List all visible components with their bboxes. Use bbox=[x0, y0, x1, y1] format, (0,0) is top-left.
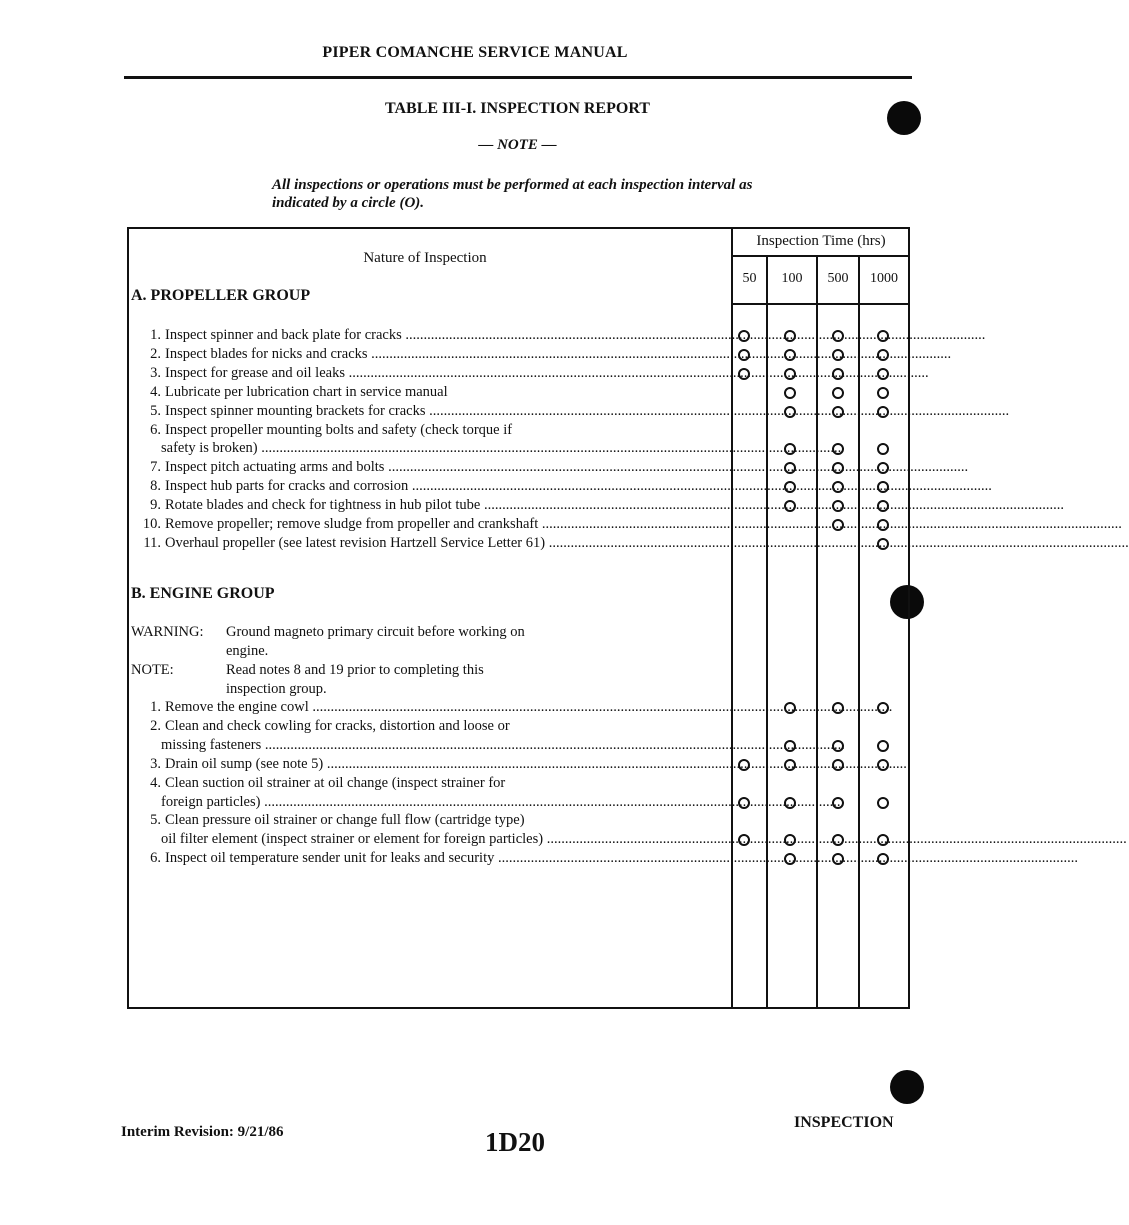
inspection-circle-mark bbox=[877, 740, 889, 752]
item-number: 3. bbox=[150, 755, 161, 772]
leader-dots: ................................................................................................................................................................ bbox=[543, 831, 1127, 848]
note-text: All inspections or operations must be performed at each inspection interval as indicated by a circle (O). bbox=[272, 177, 753, 211]
col-header-500: 500 bbox=[827, 271, 849, 286]
item-number: 2. bbox=[150, 345, 161, 362]
leader-dots: ................................................................................................................................................................ bbox=[480, 497, 1064, 514]
item-text: Overhaul propeller (see latest revision Hartzell Service Letter 61) bbox=[165, 534, 546, 551]
inspection-circle-mark bbox=[877, 330, 889, 342]
inspection-circle-mark bbox=[832, 702, 844, 714]
inspection-item bbox=[131, 364, 929, 383]
inspection-circle-mark bbox=[832, 406, 844, 418]
inspection-item-continued bbox=[161, 736, 845, 755]
header-divider bbox=[731, 303, 910, 305]
leader-dots: ................................................................................................................................................................ bbox=[401, 327, 986, 343]
inspection-circle-mark bbox=[877, 406, 889, 418]
leader-dots: ................................................................................................................................................................ bbox=[408, 478, 992, 495]
leader-dots: ................................................................................................................................................................ bbox=[308, 699, 893, 715]
item-text: Clean and check cowling for cracks, distortion and loose or bbox=[165, 717, 510, 734]
item-number: 11. bbox=[143, 534, 161, 551]
inspection-item bbox=[131, 421, 721, 440]
item-number: 5. bbox=[150, 812, 161, 829]
item-text: Clean suction oil strainer at oil change (inspect strainer for bbox=[165, 774, 506, 791]
nature-of-inspection-header: Nature of Inspection bbox=[363, 250, 487, 266]
inspection-item bbox=[131, 534, 1129, 553]
note-label: NOTE: bbox=[131, 662, 174, 678]
punch-hole-bottom bbox=[890, 1070, 924, 1104]
footer-section: INSPECTION bbox=[794, 1114, 894, 1131]
header-rule bbox=[124, 76, 912, 79]
inspection-item-continued bbox=[161, 793, 845, 812]
inspection-circle-mark bbox=[784, 759, 796, 771]
leader-dots: ................................................................................................................................................................ bbox=[260, 793, 845, 810]
item-number: 5. bbox=[150, 402, 161, 419]
inspection-circle-mark bbox=[832, 368, 844, 380]
inspection-circle-mark bbox=[877, 368, 889, 380]
item-number: 3. bbox=[150, 364, 161, 381]
inspection-circle-mark bbox=[832, 519, 844, 531]
item-number: 4. bbox=[150, 383, 161, 400]
col-header-50: 50 bbox=[742, 271, 757, 286]
inspection-circle-mark bbox=[738, 330, 750, 342]
section-heading-propeller: A. PROPELLER GROUP bbox=[131, 287, 311, 304]
inspection-item bbox=[131, 811, 721, 830]
inspection-item bbox=[131, 477, 992, 496]
inspection-item bbox=[131, 402, 1010, 421]
inspection-circle-mark bbox=[832, 740, 844, 752]
inspection-circle-mark bbox=[738, 368, 750, 380]
item-number: 10. bbox=[142, 516, 161, 532]
inspection-circle-mark bbox=[738, 759, 750, 771]
leader-dots: ................................................................................................................................................................ bbox=[257, 440, 842, 457]
leader-dots: ................................................................................................................................................................ bbox=[261, 736, 845, 753]
inspection-item bbox=[131, 496, 1064, 515]
item-text: Lubricate per lubrication chart in service manual bbox=[165, 383, 448, 400]
inspection-circle-mark bbox=[832, 330, 844, 342]
inspection-circle-mark bbox=[877, 349, 889, 361]
section-heading-engine: B. ENGINE GROUP bbox=[131, 585, 275, 602]
inspection-item bbox=[131, 515, 1122, 534]
item-text: Remove the engine cowl bbox=[165, 699, 309, 715]
item-text: Clean pressure oil strainer or change full flow (cartridge type) bbox=[165, 812, 525, 829]
inspection-circle-mark bbox=[832, 500, 844, 512]
inspection-circle-mark bbox=[784, 330, 796, 342]
warning-text-continued: engine. bbox=[226, 643, 269, 659]
inspection-circle-mark bbox=[738, 349, 750, 361]
item-number: 6. bbox=[150, 421, 161, 438]
item-number: 2. bbox=[150, 717, 161, 734]
leader-dots: ................................................................................................................................................................ bbox=[384, 459, 969, 476]
inspection-item bbox=[131, 698, 893, 717]
engine-note-text-continued: inspection group. bbox=[226, 681, 327, 697]
item-text: missing fasteners bbox=[161, 736, 262, 753]
item-text: Inspect oil temperature sender unit for leaks and security bbox=[165, 850, 495, 867]
inspection-item-continued bbox=[161, 830, 1127, 849]
item-number: 1. bbox=[150, 699, 161, 715]
item-text: Inspect spinner mounting brackets for cracks bbox=[165, 402, 426, 419]
item-text: oil filter element (inspect strainer or element for foreign particles) bbox=[161, 831, 544, 848]
inspection-circle-mark bbox=[832, 387, 844, 399]
punch-hole-top bbox=[887, 101, 921, 135]
item-number: 9. bbox=[150, 497, 161, 514]
footer-page-number: 1D20 bbox=[485, 1127, 545, 1157]
inspection-circle-mark bbox=[877, 538, 889, 550]
inspection-item bbox=[131, 755, 907, 774]
inspection-circle-mark bbox=[877, 759, 889, 771]
header-divider bbox=[731, 255, 910, 257]
inspection-circle-mark bbox=[784, 387, 796, 399]
item-number: 6. bbox=[150, 850, 161, 867]
item-number: 7. bbox=[150, 459, 161, 476]
inspection-time-header: Inspection Time (hrs) bbox=[756, 233, 886, 249]
inspection-item bbox=[131, 458, 969, 477]
inspection-circle-mark bbox=[877, 387, 889, 399]
warning-label: WARNING: bbox=[131, 624, 204, 640]
item-text: safety is broken) bbox=[161, 440, 258, 457]
inspection-circle-mark bbox=[877, 702, 889, 714]
leader-dots: ................................................................................................................................................................ bbox=[323, 755, 907, 772]
col-header-1000: 1000 bbox=[870, 271, 898, 286]
table-title: TABLE III-I. INSPECTION REPORT bbox=[385, 100, 650, 117]
inspection-circle-mark bbox=[784, 797, 796, 809]
item-text: Inspect propeller mounting bolts and safety (check torque if bbox=[165, 421, 513, 438]
inspection-circle-mark bbox=[784, 500, 796, 512]
item-text: Inspect blades for nicks and cracks bbox=[165, 345, 368, 362]
item-text: Drain oil sump (see note 5) bbox=[165, 755, 324, 772]
item-number: 4. bbox=[150, 774, 161, 791]
inspection-circle-mark bbox=[784, 740, 796, 752]
inspection-item bbox=[131, 774, 721, 793]
leader-dots: ................................................................................................................................................................ bbox=[344, 364, 929, 381]
inspection-item bbox=[131, 717, 721, 736]
note-title: — NOTE — bbox=[478, 137, 557, 153]
inspection-item bbox=[131, 849, 1078, 868]
inspection-circle-mark bbox=[784, 702, 796, 714]
leader-dots: ................................................................................................................................................................ bbox=[425, 402, 1010, 419]
engine-note-text: Read notes 8 and 19 prior to completing this bbox=[226, 662, 484, 678]
inspection-circle-mark bbox=[877, 500, 889, 512]
item-text: foreign particles) bbox=[161, 793, 261, 810]
manual-header: PIPER COMANCHE SERVICE MANUAL bbox=[322, 44, 628, 61]
item-text: Inspect for grease and oil leaks bbox=[165, 364, 345, 381]
inspection-circle-mark bbox=[877, 797, 889, 809]
item-text: Remove propeller; remove sludge from propeller and crankshaft bbox=[165, 516, 539, 532]
item-text: Inspect hub parts for cracks and corrosion bbox=[165, 478, 409, 495]
inspection-circle-mark bbox=[832, 759, 844, 771]
leader-dots: ................................................................................................................................................................ bbox=[538, 516, 1122, 532]
item-text: Inspect pitch actuating arms and bolts bbox=[165, 459, 385, 476]
warning-text: Ground magneto primary circuit before working on bbox=[226, 624, 525, 640]
leader-dots: ................................................................................................................................................................ bbox=[545, 534, 1129, 551]
inspection-circle-mark bbox=[738, 797, 750, 809]
inspection-circle-mark bbox=[784, 349, 796, 361]
inspection-circle-mark bbox=[877, 519, 889, 531]
column-divider bbox=[731, 227, 733, 1007]
inspection-circle-mark bbox=[784, 368, 796, 380]
item-text: Inspect spinner and back plate for cracks bbox=[165, 327, 402, 343]
footer-revision: Interim Revision: 9/21/86 bbox=[121, 1124, 284, 1140]
col-header-100: 100 bbox=[781, 271, 803, 286]
inspection-circle-mark bbox=[832, 797, 844, 809]
leader-dots: ................................................................................................................................................................ bbox=[494, 850, 1078, 867]
item-text: Rotate blades and check for tightness in hub pilot tube bbox=[165, 497, 481, 514]
inspection-item bbox=[131, 326, 986, 345]
inspection-circle-mark bbox=[784, 406, 796, 418]
leader-dots: ................................................................................................................................................................ bbox=[367, 345, 952, 362]
inspection-circle-mark bbox=[832, 349, 844, 361]
inspection-item-continued bbox=[161, 439, 842, 458]
inspection-item bbox=[131, 383, 721, 402]
item-number: 1. bbox=[150, 327, 161, 343]
inspection-item bbox=[131, 345, 952, 364]
item-number: 8. bbox=[150, 478, 161, 495]
